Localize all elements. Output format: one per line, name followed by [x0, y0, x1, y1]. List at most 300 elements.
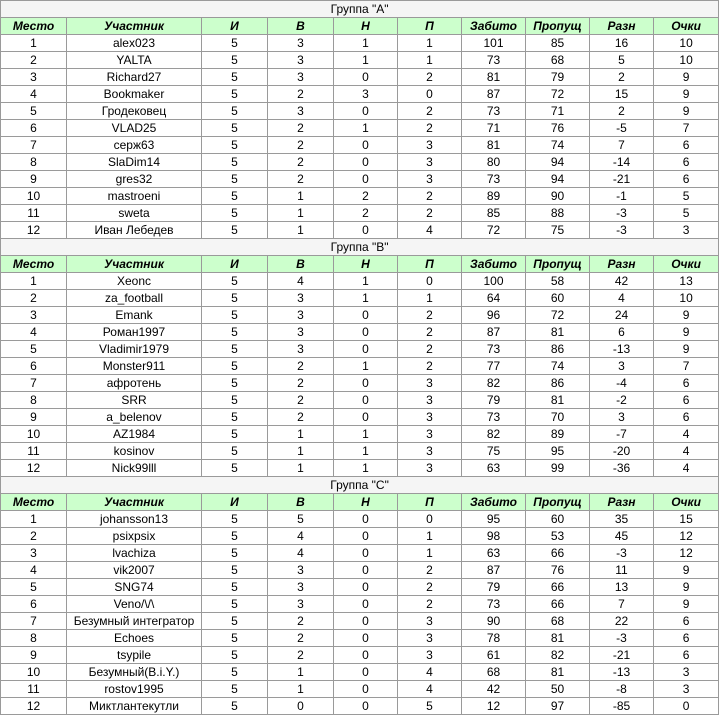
column-header-row	[1, 494, 719, 511]
column-header-scored: Забито	[462, 18, 526, 35]
cell-conceded: 70	[526, 409, 590, 426]
cell-won: 2	[268, 630, 334, 647]
cell-conceded: 60	[526, 511, 590, 528]
cell-drawn: 1	[334, 460, 398, 477]
cell-participant: vik2007	[67, 562, 202, 579]
cell-conceded: 88	[526, 205, 590, 222]
cell-conceded: 85	[526, 35, 590, 52]
cell-place: 3	[1, 69, 67, 86]
cell-played: 5	[202, 205, 268, 222]
cell-place: 1	[1, 511, 67, 528]
cell-participant: AZ1984	[67, 426, 202, 443]
cell-played: 5	[202, 290, 268, 307]
group-title-row	[1, 239, 719, 256]
column-header-row	[1, 18, 719, 35]
cell-lost: 2	[398, 596, 462, 613]
cell-diff: 3	[590, 358, 654, 375]
table-row	[1, 307, 719, 324]
cell-conceded: 82	[526, 647, 590, 664]
cell-scored: 82	[462, 375, 526, 392]
table-row	[1, 205, 719, 222]
cell-won: 2	[268, 358, 334, 375]
cell-points: 10	[654, 35, 719, 52]
cell-lost: 2	[398, 562, 462, 579]
cell-drawn: 1	[334, 120, 398, 137]
column-header-won: В	[268, 256, 334, 273]
cell-diff: 7	[590, 596, 654, 613]
cell-scored: 73	[462, 52, 526, 69]
cell-diff: -36	[590, 460, 654, 477]
cell-scored: 98	[462, 528, 526, 545]
cell-played: 5	[202, 188, 268, 205]
cell-place: 3	[1, 545, 67, 562]
group-title-row	[1, 1, 719, 18]
cell-lost: 3	[398, 409, 462, 426]
column-header-points: Очки	[654, 494, 719, 511]
cell-drawn: 1	[334, 426, 398, 443]
cell-drawn: 1	[334, 443, 398, 460]
column-header-conceded: Пропущ	[526, 256, 590, 273]
cell-drawn: 0	[334, 409, 398, 426]
cell-played: 5	[202, 273, 268, 290]
cell-participant: Richard27	[67, 69, 202, 86]
cell-conceded: 94	[526, 171, 590, 188]
cell-won: 2	[268, 137, 334, 154]
cell-diff: -4	[590, 375, 654, 392]
cell-conceded: 50	[526, 681, 590, 698]
cell-conceded: 53	[526, 528, 590, 545]
cell-drawn: 0	[334, 613, 398, 630]
cell-diff: -3	[590, 545, 654, 562]
table-row	[1, 664, 719, 681]
table-row	[1, 375, 719, 392]
cell-place: 4	[1, 324, 67, 341]
cell-place: 11	[1, 443, 67, 460]
cell-scored: 89	[462, 188, 526, 205]
cell-won: 4	[268, 528, 334, 545]
cell-points: 4	[654, 443, 719, 460]
cell-diff: -7	[590, 426, 654, 443]
cell-drawn: 0	[334, 324, 398, 341]
cell-played: 5	[202, 222, 268, 239]
cell-played: 5	[202, 324, 268, 341]
cell-diff: -1	[590, 188, 654, 205]
cell-played: 5	[202, 86, 268, 103]
cell-drawn: 0	[334, 528, 398, 545]
cell-participant: sweta	[67, 205, 202, 222]
cell-drawn: 0	[334, 171, 398, 188]
cell-drawn: 0	[334, 545, 398, 562]
cell-participant: Echoes	[67, 630, 202, 647]
table-row	[1, 273, 719, 290]
cell-conceded: 68	[526, 52, 590, 69]
cell-points: 4	[654, 426, 719, 443]
cell-scored: 80	[462, 154, 526, 171]
cell-conceded: 81	[526, 630, 590, 647]
table-row	[1, 222, 719, 239]
cell-points: 0	[654, 698, 719, 715]
cell-place: 9	[1, 647, 67, 664]
column-header-participant: Участник	[67, 18, 202, 35]
cell-lost: 3	[398, 460, 462, 477]
table-row	[1, 137, 719, 154]
cell-played: 5	[202, 545, 268, 562]
table-row	[1, 511, 719, 528]
cell-lost: 2	[398, 324, 462, 341]
cell-played: 5	[202, 375, 268, 392]
cell-participant: za_football	[67, 290, 202, 307]
cell-drawn: 0	[334, 698, 398, 715]
column-header-participant: Участник	[67, 256, 202, 273]
cell-conceded: 76	[526, 562, 590, 579]
cell-played: 5	[202, 562, 268, 579]
cell-won: 1	[268, 681, 334, 698]
cell-played: 5	[202, 103, 268, 120]
cell-won: 4	[268, 273, 334, 290]
cell-scored: 12	[462, 698, 526, 715]
table-row	[1, 528, 719, 545]
cell-won: 3	[268, 35, 334, 52]
column-header-conceded: Пропущ	[526, 494, 590, 511]
cell-participant: Nick99lll	[67, 460, 202, 477]
cell-place: 10	[1, 664, 67, 681]
cell-drawn: 3	[334, 86, 398, 103]
cell-lost: 3	[398, 426, 462, 443]
cell-won: 1	[268, 460, 334, 477]
cell-played: 5	[202, 409, 268, 426]
cell-place: 5	[1, 103, 67, 120]
cell-points: 4	[654, 460, 719, 477]
cell-participant: lvachiza	[67, 545, 202, 562]
cell-played: 5	[202, 35, 268, 52]
cell-lost: 0	[398, 511, 462, 528]
cell-place: 1	[1, 35, 67, 52]
cell-participant: mastroeni	[67, 188, 202, 205]
table-body	[1, 1, 719, 715]
cell-points: 3	[654, 664, 719, 681]
cell-played: 5	[202, 392, 268, 409]
cell-points: 12	[654, 528, 719, 545]
cell-participant: серж63	[67, 137, 202, 154]
cell-played: 5	[202, 443, 268, 460]
table-row	[1, 426, 719, 443]
cell-participant: kosinov	[67, 443, 202, 460]
cell-won: 2	[268, 375, 334, 392]
cell-points: 6	[654, 647, 719, 664]
cell-won: 1	[268, 188, 334, 205]
cell-scored: 87	[462, 562, 526, 579]
cell-conceded: 86	[526, 375, 590, 392]
cell-lost: 2	[398, 358, 462, 375]
cell-diff: -20	[590, 443, 654, 460]
cell-points: 9	[654, 307, 719, 324]
cell-drawn: 0	[334, 375, 398, 392]
table-row	[1, 460, 719, 477]
cell-points: 9	[654, 86, 719, 103]
cell-drawn: 0	[334, 681, 398, 698]
cell-place: 12	[1, 222, 67, 239]
cell-lost: 2	[398, 579, 462, 596]
cell-scored: 85	[462, 205, 526, 222]
cell-participant: Роман1997	[67, 324, 202, 341]
cell-place: 9	[1, 171, 67, 188]
cell-points: 6	[654, 171, 719, 188]
table-row	[1, 392, 719, 409]
cell-lost: 1	[398, 545, 462, 562]
cell-participant: SNG74	[67, 579, 202, 596]
column-header-points: Очки	[654, 18, 719, 35]
cell-diff: 45	[590, 528, 654, 545]
cell-participant: афротень	[67, 375, 202, 392]
cell-won: 1	[268, 426, 334, 443]
cell-diff: -5	[590, 120, 654, 137]
cell-participant: SRR	[67, 392, 202, 409]
cell-lost: 4	[398, 222, 462, 239]
cell-conceded: 75	[526, 222, 590, 239]
cell-points: 6	[654, 154, 719, 171]
cell-conceded: 79	[526, 69, 590, 86]
cell-place: 6	[1, 120, 67, 137]
cell-points: 7	[654, 358, 719, 375]
cell-conceded: 76	[526, 120, 590, 137]
cell-won: 3	[268, 562, 334, 579]
cell-won: 5	[268, 511, 334, 528]
cell-place: 8	[1, 630, 67, 647]
cell-points: 3	[654, 222, 719, 239]
cell-conceded: 66	[526, 596, 590, 613]
cell-participant: Безумный(B.i.Y.)	[67, 664, 202, 681]
cell-lost: 1	[398, 52, 462, 69]
cell-won: 1	[268, 664, 334, 681]
table-row	[1, 69, 719, 86]
table-row	[1, 681, 719, 698]
cell-points: 3	[654, 681, 719, 698]
cell-scored: 100	[462, 273, 526, 290]
cell-points: 12	[654, 545, 719, 562]
cell-won: 3	[268, 69, 334, 86]
cell-scored: 87	[462, 86, 526, 103]
cell-lost: 0	[398, 273, 462, 290]
table-row	[1, 120, 719, 137]
table-row	[1, 443, 719, 460]
column-header-place: Место	[1, 18, 67, 35]
cell-place: 6	[1, 596, 67, 613]
cell-points: 10	[654, 290, 719, 307]
cell-lost: 1	[398, 528, 462, 545]
column-header-played: И	[202, 494, 268, 511]
table-row	[1, 358, 719, 375]
cell-scored: 75	[462, 443, 526, 460]
cell-conceded: 60	[526, 290, 590, 307]
cell-lost: 3	[398, 392, 462, 409]
table-row	[1, 290, 719, 307]
cell-won: 2	[268, 392, 334, 409]
cell-scored: 63	[462, 460, 526, 477]
cell-played: 5	[202, 460, 268, 477]
table-row	[1, 35, 719, 52]
cell-diff: -14	[590, 154, 654, 171]
cell-played: 5	[202, 511, 268, 528]
cell-played: 5	[202, 630, 268, 647]
cell-participant: Vladimir1979	[67, 341, 202, 358]
cell-lost: 2	[398, 205, 462, 222]
column-header-diff: Разн	[590, 256, 654, 273]
cell-lost: 0	[398, 86, 462, 103]
table-row	[1, 154, 719, 171]
column-header-participant: Участник	[67, 494, 202, 511]
cell-participant: rostov1995	[67, 681, 202, 698]
cell-lost: 3	[398, 154, 462, 171]
cell-played: 5	[202, 154, 268, 171]
cell-conceded: 95	[526, 443, 590, 460]
cell-conceded: 86	[526, 341, 590, 358]
cell-drawn: 1	[334, 273, 398, 290]
column-header-lost: П	[398, 494, 462, 511]
cell-points: 6	[654, 613, 719, 630]
cell-diff: 4	[590, 290, 654, 307]
cell-played: 5	[202, 528, 268, 545]
cell-drawn: 0	[334, 69, 398, 86]
cell-drawn: 1	[334, 52, 398, 69]
cell-points: 9	[654, 324, 719, 341]
column-header-drawn: Н	[334, 256, 398, 273]
cell-conceded: 72	[526, 86, 590, 103]
column-header-played: И	[202, 256, 268, 273]
cell-diff: -8	[590, 681, 654, 698]
cell-lost: 2	[398, 341, 462, 358]
cell-diff: 11	[590, 562, 654, 579]
group-title: Группа "С"	[1, 477, 719, 494]
cell-conceded: 66	[526, 579, 590, 596]
cell-place: 12	[1, 698, 67, 715]
table-row	[1, 596, 719, 613]
table-row	[1, 698, 719, 715]
cell-scored: 73	[462, 409, 526, 426]
cell-place: 4	[1, 562, 67, 579]
cell-played: 5	[202, 341, 268, 358]
cell-drawn: 0	[334, 562, 398, 579]
group-title: Группа "А"	[1, 1, 719, 18]
column-header-row	[1, 256, 719, 273]
cell-drawn: 0	[334, 596, 398, 613]
cell-played: 5	[202, 171, 268, 188]
cell-scored: 96	[462, 307, 526, 324]
cell-diff: 24	[590, 307, 654, 324]
cell-lost: 1	[398, 35, 462, 52]
cell-participant: psixpsix	[67, 528, 202, 545]
cell-drawn: 1	[334, 290, 398, 307]
table-row	[1, 647, 719, 664]
cell-participant: a_belenov	[67, 409, 202, 426]
cell-diff: 35	[590, 511, 654, 528]
cell-scored: 73	[462, 341, 526, 358]
cell-diff: 22	[590, 613, 654, 630]
cell-drawn: 0	[334, 392, 398, 409]
cell-won: 2	[268, 409, 334, 426]
cell-participant: Гродековец	[67, 103, 202, 120]
cell-participant: tsypile	[67, 647, 202, 664]
cell-points: 6	[654, 409, 719, 426]
cell-lost: 4	[398, 681, 462, 698]
cell-scored: 77	[462, 358, 526, 375]
cell-lost: 2	[398, 103, 462, 120]
cell-conceded: 74	[526, 358, 590, 375]
cell-diff: -3	[590, 630, 654, 647]
cell-conceded: 74	[526, 137, 590, 154]
table-row	[1, 103, 719, 120]
cell-points: 6	[654, 375, 719, 392]
cell-diff: -21	[590, 647, 654, 664]
column-header-points: Очки	[654, 256, 719, 273]
cell-conceded: 90	[526, 188, 590, 205]
cell-diff: -2	[590, 392, 654, 409]
table-row	[1, 579, 719, 596]
cell-diff: -3	[590, 205, 654, 222]
cell-scored: 87	[462, 324, 526, 341]
column-header-conceded: Пропущ	[526, 18, 590, 35]
cell-played: 5	[202, 358, 268, 375]
cell-conceded: 89	[526, 426, 590, 443]
cell-drawn: 2	[334, 205, 398, 222]
column-header-won: В	[268, 18, 334, 35]
cell-won: 0	[268, 698, 334, 715]
cell-drawn: 0	[334, 307, 398, 324]
group-title: Группа "В"	[1, 239, 719, 256]
table-row	[1, 562, 719, 579]
cell-points: 15	[654, 511, 719, 528]
cell-scored: 63	[462, 545, 526, 562]
cell-points: 9	[654, 579, 719, 596]
cell-diff: 3	[590, 409, 654, 426]
cell-drawn: 0	[334, 579, 398, 596]
cell-participant: Иван Лебедев	[67, 222, 202, 239]
cell-points: 9	[654, 596, 719, 613]
cell-won: 3	[268, 324, 334, 341]
table-row	[1, 52, 719, 69]
cell-participant: Emank	[67, 307, 202, 324]
cell-conceded: 66	[526, 545, 590, 562]
column-header-scored: Забито	[462, 494, 526, 511]
cell-scored: 72	[462, 222, 526, 239]
cell-points: 6	[654, 392, 719, 409]
cell-diff: 2	[590, 103, 654, 120]
cell-won: 3	[268, 290, 334, 307]
cell-played: 5	[202, 426, 268, 443]
cell-points: 7	[654, 120, 719, 137]
cell-diff: 6	[590, 324, 654, 341]
cell-lost: 3	[398, 613, 462, 630]
cell-place: 4	[1, 86, 67, 103]
cell-points: 13	[654, 273, 719, 290]
cell-scored: 73	[462, 596, 526, 613]
table-row	[1, 409, 719, 426]
column-header-lost: П	[398, 18, 462, 35]
table-row	[1, 613, 719, 630]
cell-lost: 2	[398, 120, 462, 137]
table-row	[1, 86, 719, 103]
cell-drawn: 0	[334, 154, 398, 171]
cell-conceded: 81	[526, 664, 590, 681]
cell-drawn: 0	[334, 630, 398, 647]
cell-scored: 82	[462, 426, 526, 443]
cell-place: 10	[1, 188, 67, 205]
cell-lost: 3	[398, 630, 462, 647]
cell-points: 5	[654, 205, 719, 222]
cell-won: 3	[268, 596, 334, 613]
cell-lost: 4	[398, 664, 462, 681]
column-header-diff: Разн	[590, 18, 654, 35]
cell-participant: Миктлантекутли	[67, 698, 202, 715]
